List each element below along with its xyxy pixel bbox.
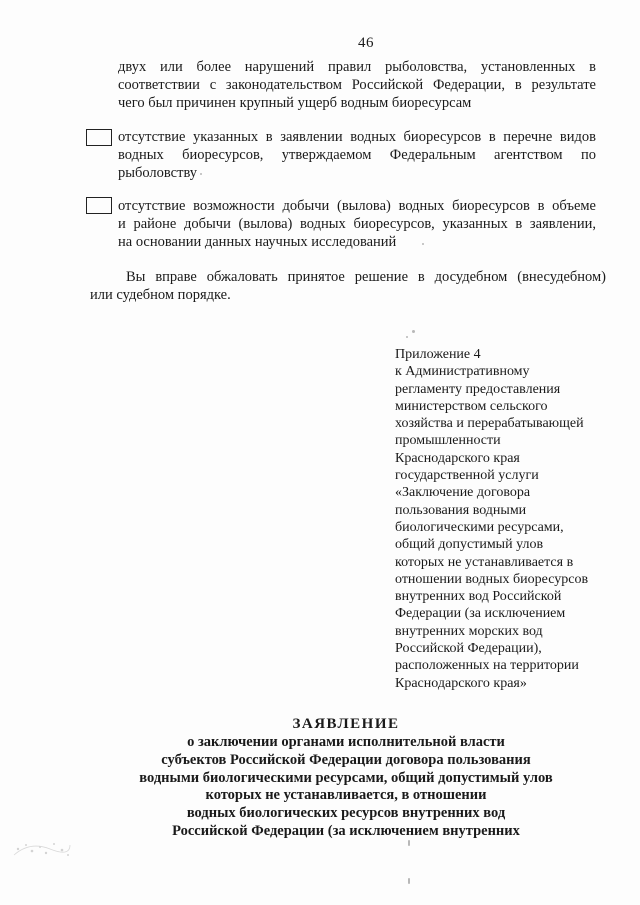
- option-line: отсутствие возможности добычи (вылова) водных биоресурсов в объеме: [118, 198, 596, 214]
- statement-line: которых не устанавливается, в отношении: [205, 787, 487, 804]
- annex-line: министерством сельского: [395, 398, 548, 414]
- statement-line: субъектов Российской Федерации договора пользования: [161, 751, 531, 768]
- scan-speck: [422, 243, 424, 245]
- scan-speck: [412, 330, 415, 333]
- option-line: на основании данных научных исследований: [118, 234, 397, 250]
- annex-line: биологическими ресурсами,: [395, 519, 564, 535]
- annex-line: регламенту предоставления: [395, 381, 561, 397]
- scan-speck: [406, 336, 408, 338]
- scan-smudge-icon: [10, 835, 74, 863]
- annex-line: общий допустимый улов: [395, 537, 544, 553]
- option-checkbox-species-list[interactable]: [86, 129, 112, 146]
- scan-speck: [408, 878, 410, 884]
- intro-line: двух или более нарушений правил рыболовства, установленных в: [118, 59, 596, 75]
- statement-line: Российской Федерации (за исключением внутренних: [172, 822, 520, 839]
- annex-line: промышленности: [395, 433, 501, 449]
- annex-line: государственной услуги: [395, 468, 539, 484]
- option-text-species-list: [118, 128, 596, 182]
- annex-line: расположенных на территории: [395, 658, 579, 674]
- intro-paragraph: [118, 58, 596, 112]
- annex-line: Приложение 4: [395, 347, 481, 362]
- scan-speck: [408, 840, 410, 846]
- annex-line: «Заключение договора: [395, 485, 531, 501]
- annex-line: внутренних морских вод: [395, 623, 543, 639]
- annex-line: хозяйства и перерабатывающей: [395, 416, 584, 432]
- annex-line: Краснодарского края: [395, 450, 520, 466]
- annex-line: внутренних вод Российской: [395, 589, 562, 605]
- statement-line: о заключении органами исполнительной власти: [187, 734, 505, 750]
- option-line: водных биоресурсов, утверждаемом Федеральным агентством по: [118, 147, 596, 163]
- intro-line: соответствии с законодательством Российской Федерации, в результате: [118, 77, 596, 93]
- statement-line: водными биологическими ресурсами, общий допустимый улов: [139, 769, 553, 786]
- option-checkbox-catch-possibility[interactable]: [86, 197, 112, 214]
- annex-line: к Административному: [395, 364, 530, 380]
- annex-reference-block: [395, 346, 615, 692]
- annex-line: Федерации (за исключением: [395, 606, 566, 622]
- annex-line: отношении водных биоресурсов: [395, 571, 589, 587]
- option-line: рыболовству: [118, 165, 198, 181]
- statement-title: ЗАЯВЛЕНИЕ: [292, 716, 400, 732]
- annex-line: Краснодарского края»: [395, 675, 527, 691]
- appeal-line: или судебном порядке.: [90, 287, 231, 303]
- annex-line: которых не устанавливается в: [395, 554, 574, 570]
- option-text-catch-possibility: [118, 197, 596, 251]
- annex-line: Российской Федерации),: [395, 641, 542, 657]
- option-line: и районе добычи (вылова) водных биоресурсов, указанных в заявлении,: [118, 216, 596, 232]
- appeal-line: Вы вправе обжаловать принятое решение в досудебном (внесудебном): [126, 269, 606, 285]
- intro-line: чего был причинен крупный ущерб водным биоресурсам: [118, 95, 472, 111]
- appeal-paragraph: [90, 268, 606, 304]
- statement-line: водных биологических ресурсов внутренних вод: [186, 805, 506, 822]
- annex-line: пользования водными: [395, 502, 527, 518]
- page-number: 46: [358, 35, 374, 51]
- option-line: отсутствие указанных в заявлении водных биоресурсов в перечне видов: [118, 129, 596, 145]
- scan-speck: [200, 173, 202, 175]
- statement-heading: [0, 734, 640, 841]
